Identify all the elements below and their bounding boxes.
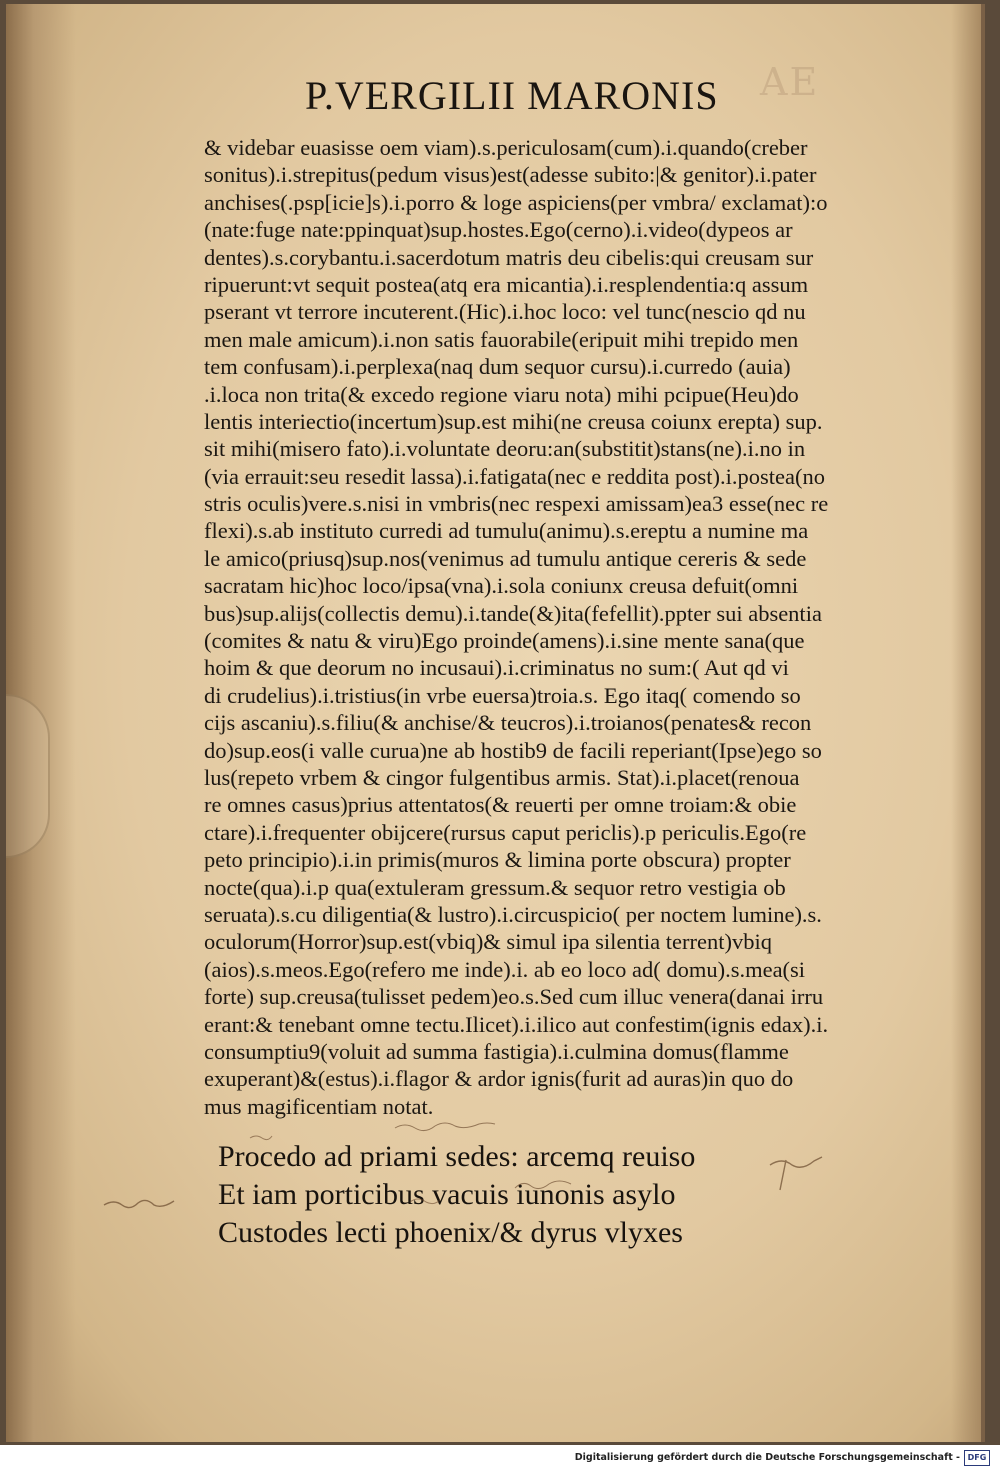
verse-line: Et iam porticibus vacuis iunonis asylo <box>218 1178 676 1211</box>
commentary-line: lentis interiectio(incertum)sup.est mihi(ne creusa coiunx erepta) sup. <box>204 408 823 434</box>
commentary-line: dentes).s.corybantu.i.sacerdotum matris deu cibelis:qui creusam sur <box>204 244 814 270</box>
commentary-line: tem confusam).i.perplexa(naq dum sequor cursu).i.curredo (auia) <box>204 354 791 380</box>
commentary-line: di crudelius).i.tristius(in vrbe euersa)troia.s. Ego itaq( comendo so <box>204 682 801 708</box>
commentary-line: & videbar euasisse oem viam).s.periculosam(cum).i.quando(creber <box>204 135 808 160</box>
verse-block <box>218 1138 778 1252</box>
commentary-line: cijs ascaniu).s.filiu(& anchise/& teucros).i.troianos(penates& recon <box>204 710 812 736</box>
commentary-line: do)sup.eos(i valle curua)ne ab hostib9 de facili reperiant(Ipse)ego so <box>204 737 822 763</box>
commentary-line: bus)sup.alijs(collectis demu).i.tande(&)ita(fefellit).ppter sui absentia <box>204 600 822 626</box>
commentary-line: anchises(.psp[icie]s).i.porro & loge aspiciens(per vmbra/ exclamat):o <box>204 189 828 215</box>
page-edge <box>951 4 981 1442</box>
commentary-line: re omnes casus)prius attentatos(& reuerti per omne troiam:& obie <box>204 792 797 818</box>
commentary-line: sonitus).i.strepitus(pedum visus)est(adesse subito:|& genitor).i.pater <box>204 162 817 188</box>
commentary-line: forte) sup.creusa(tulisset pedem)eo.s.Sed cum illuc venera(danai irru <box>204 984 824 1010</box>
commentary-line: (nate:fuge nate:ppinquat)sup.hostes.Ego(cerno).i.video(dypeos ar <box>204 217 793 243</box>
commentary-line: mus magificentiam notat. <box>204 1093 434 1119</box>
commentary-line: exuperant)&(estus).i.flagor & ardor ignis(furit ad auras)in quo do <box>204 1066 794 1092</box>
verse-line: Custodes lecti phoenix/& dyrus vlyxes <box>218 1216 683 1249</box>
running-head: P.VERGILII MARONIS <box>305 73 719 118</box>
commentary-line: stris oculis)vere.s.nisi in vmbris(nec respexi amissam)ea3 esse(nec re <box>204 491 829 517</box>
commentary-line: pserant vt terrore incuterent.(Hic).i.hoc loco: vel tunc(nescio qd nu <box>204 299 806 325</box>
thumb-tab-mark <box>6 694 50 858</box>
commentary-line: consumptiu9(voluit ad summa fastigia).i.culmina domus(flamme <box>204 1038 789 1064</box>
commentary-line: men male amicum).i.non satis fauorabile(eripuit mihi trepido men <box>204 326 799 352</box>
commentary-line: peto principio).i.in primis(muros & limina porte obscura) propter <box>204 847 791 873</box>
commentary-line: sit mihi(misero fato).i.voluntate deoru:an(substitit)stans(ne).i.no in <box>204 436 806 462</box>
commentary-line: ripuerunt:vt sequit postea(atq era micantia).i.resplendentia:q assum <box>204 271 809 297</box>
commentary-line: oculorum(Horror)sup.est(vbiq)& simul ipa silentia terrent)vbiq <box>204 929 772 955</box>
commentary-line: hoim & que deorum no incusaui).i.criminatus no sum:( Aut qd vi <box>204 655 789 681</box>
commentary-line: .i.loca non trita(& excedo regione viaru nota) mihi pcipue(Heu)do <box>204 381 799 407</box>
commentary-line: le amico(priusq)sup.nos(venimus ad tumulu antique cereris & sede <box>204 545 807 571</box>
commentary-line: nocte(qua).i.p qua(extuleram gressum.& sequor retro vestigia ob <box>204 874 786 900</box>
commentary-line: lus(repeto vrbem & cingor fulgentibus armis. Stat).i.placet(renoua <box>204 764 800 790</box>
funding-credit: Digitalisierung gefördert durch die Deutsche Forschungsgemeinschaft - <box>574 1452 960 1463</box>
verse-line: Procedo ad priami sedes: arcemq reuiso <box>218 1140 696 1173</box>
commentary-line: ctare).i.frequenter obijcere(rursus caput periclis).p periculis.Ego(re <box>204 819 807 845</box>
commentary-line: seruata).s.cu diligentia(& lustro).i.circuspicio( per noctem lumine).s. <box>204 901 822 927</box>
commentary-block <box>204 134 916 1120</box>
commentary-line: (aios).s.meos.Ego(refero me inde).i. ab eo loco ad( domu).s.mea(si <box>204 956 806 982</box>
commentary-line: erant:& tenebant omne tectu.Ilicet).i.ilico aut confestim(ignis edax).i. <box>204 1011 829 1037</box>
commentary-line: (via errauit:seu resedit lassa).i.fatigata(nec e reddita post).i.postea(no <box>204 463 825 489</box>
commentary-line: (comites & natu & viru)Ego proinde(amens).i.sine mente sana(que <box>204 628 805 654</box>
bleed-through-text: AE <box>760 60 820 104</box>
commentary-line: flexi).s.ab instituto curredi ad tumulu(animu).s.ereptu a numine ma <box>204 518 809 544</box>
dfg-logo: DFG <box>964 1450 990 1466</box>
footer-bar <box>0 1446 1000 1471</box>
commentary-line: sacratam hic)hoc loco/ipsa(vna).i.sola coniunx creusa defuit(omni <box>204 573 799 599</box>
